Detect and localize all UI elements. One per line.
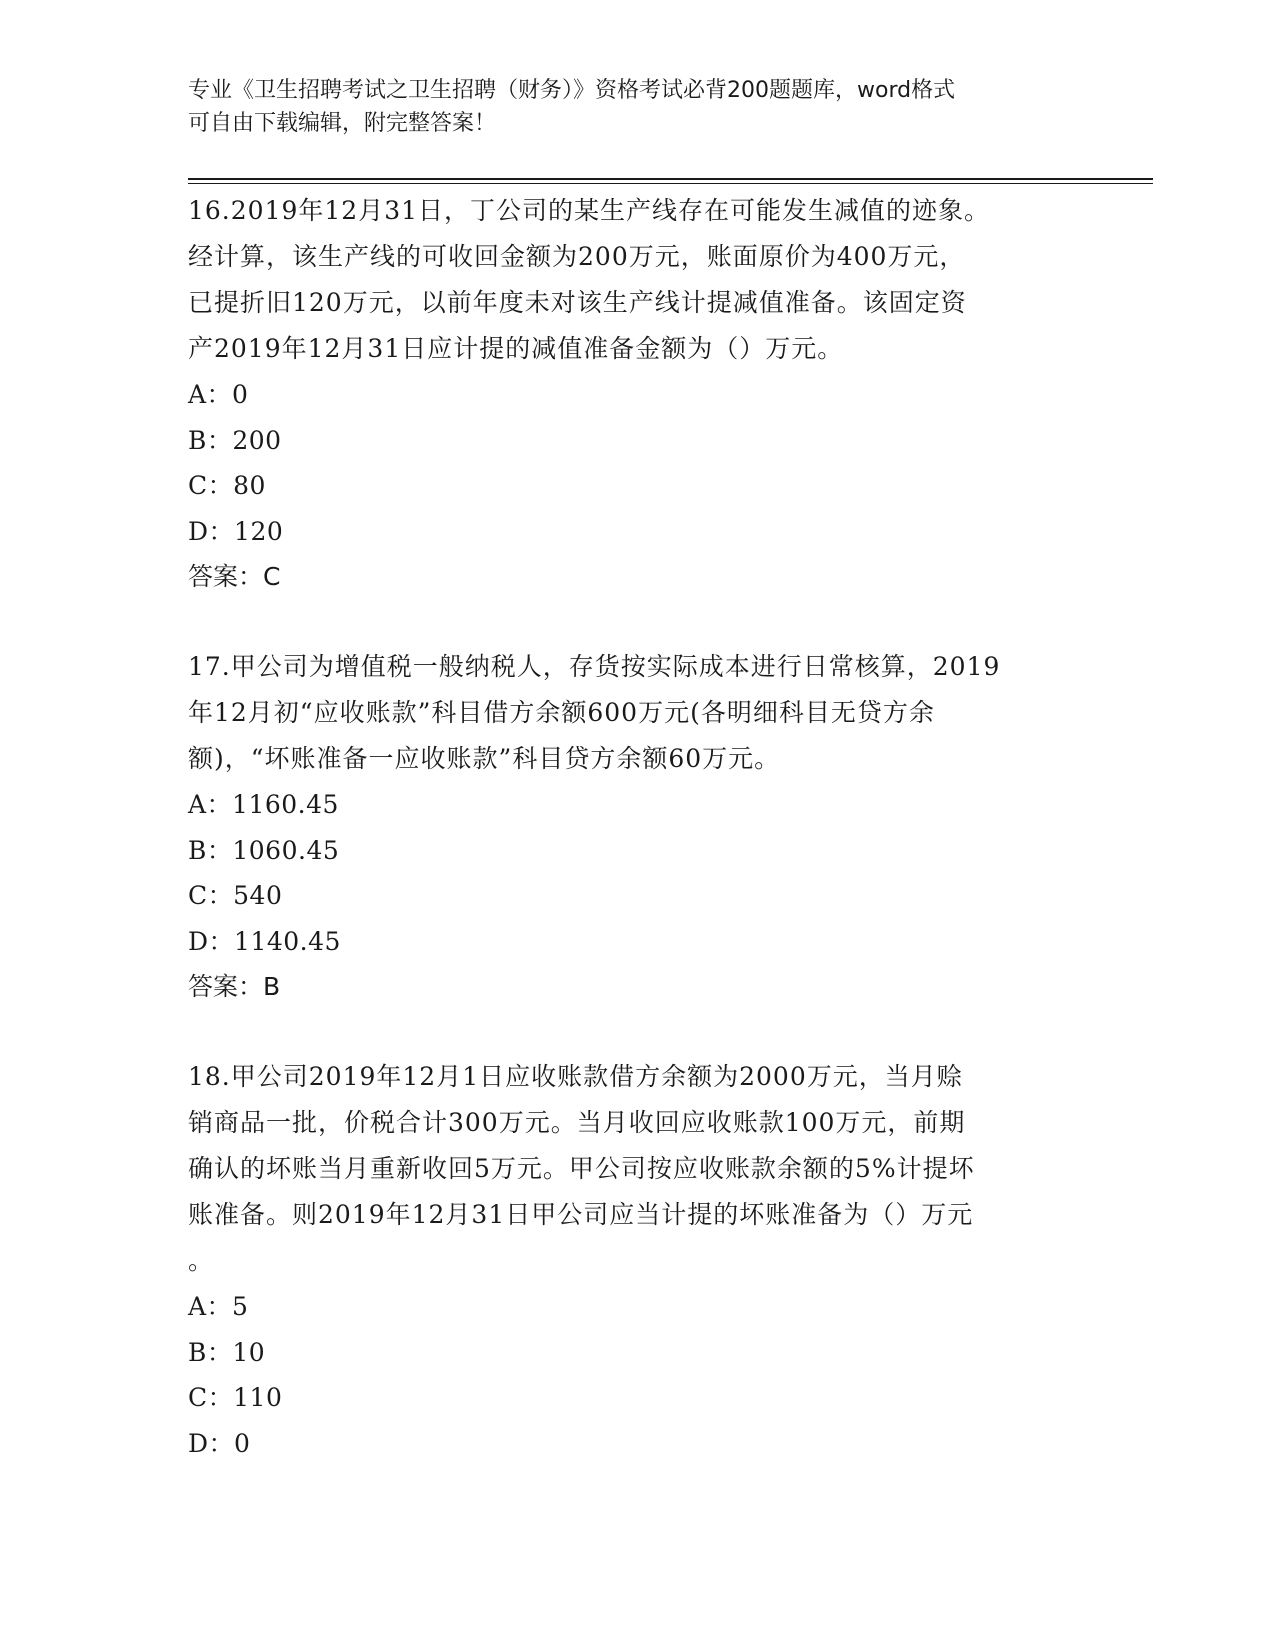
question-stem-line: 产2019年12月31日应计提的减值准备金额为（）万元。 [188, 334, 844, 363]
question-stem-line: 销商品一批，价税合计300万元。当月收回应收账款100万元，前期 [188, 1108, 966, 1137]
header-divider-thick [188, 178, 1153, 180]
header-divider-thin [188, 183, 1153, 184]
option-b: B：10 [188, 1337, 266, 1367]
question-stem-line: 年12月初“应收账款”科目借方余额600万元(各明细科目无贷方余 [188, 698, 935, 727]
question-stem-line: 16.2019年12月31日，丁公司的某生产线存在可能发生减值的迹象。 [188, 196, 991, 225]
option-a: A：5 [188, 1292, 249, 1321]
question-stem-line: 确认的坏账当月重新收回5万元。甲公司按应收账款余额的5%计提坏 [188, 1154, 975, 1183]
option-a: A：0 [188, 380, 249, 409]
question-stem-line: 。 [188, 1246, 215, 1275]
question-stem-line: 已提折旧120万元，以前年度未对该生产线计提减值准备。该固定资 [188, 288, 967, 317]
answer-label: 答案：C [188, 562, 281, 591]
option-c: C：540 [188, 881, 283, 910]
question-stem-line: 经计算，该生产线的可收回金额为200万元，账面原价为400万元， [188, 242, 966, 271]
header-line-1: 专业《卫生招聘考试之卫生招聘（财务）》资格考试必背200题题库，word格式 [188, 78, 956, 103]
question-18 [188, 1054, 1088, 1466]
question-stem-line: 18.甲公司2019年12月1日应收账款借方余额为2000万元，当月赊 [188, 1062, 963, 1091]
question-stem-line: 账准备。则2019年12月31日甲公司应当计提的坏账准备为（）万元 [188, 1200, 974, 1229]
question-stem-line: 额)，“坏账准备一应收账款”科目贷方余额60万元。 [188, 744, 781, 773]
question-16 [188, 188, 1088, 600]
option-c: C：110 [188, 1383, 283, 1412]
document-header [188, 74, 1068, 140]
header-line-2: 可自由下载编辑，附完整答案！ [188, 111, 497, 136]
option-d: D：1140.45 [188, 926, 341, 956]
option-d: D：120 [188, 516, 284, 546]
option-d: D：0 [188, 1428, 251, 1458]
option-b: B：1060.45 [188, 835, 340, 865]
question-17 [188, 644, 1088, 1010]
answer-label: 答案：B [188, 972, 281, 1001]
option-a: A：1160.45 [188, 790, 339, 819]
question-stem-line: 17.甲公司为增值税一般纳税人，存货按实际成本进行日常核算，2019 [188, 652, 1001, 681]
option-b: B：200 [188, 425, 282, 455]
option-c: C：80 [188, 471, 266, 500]
